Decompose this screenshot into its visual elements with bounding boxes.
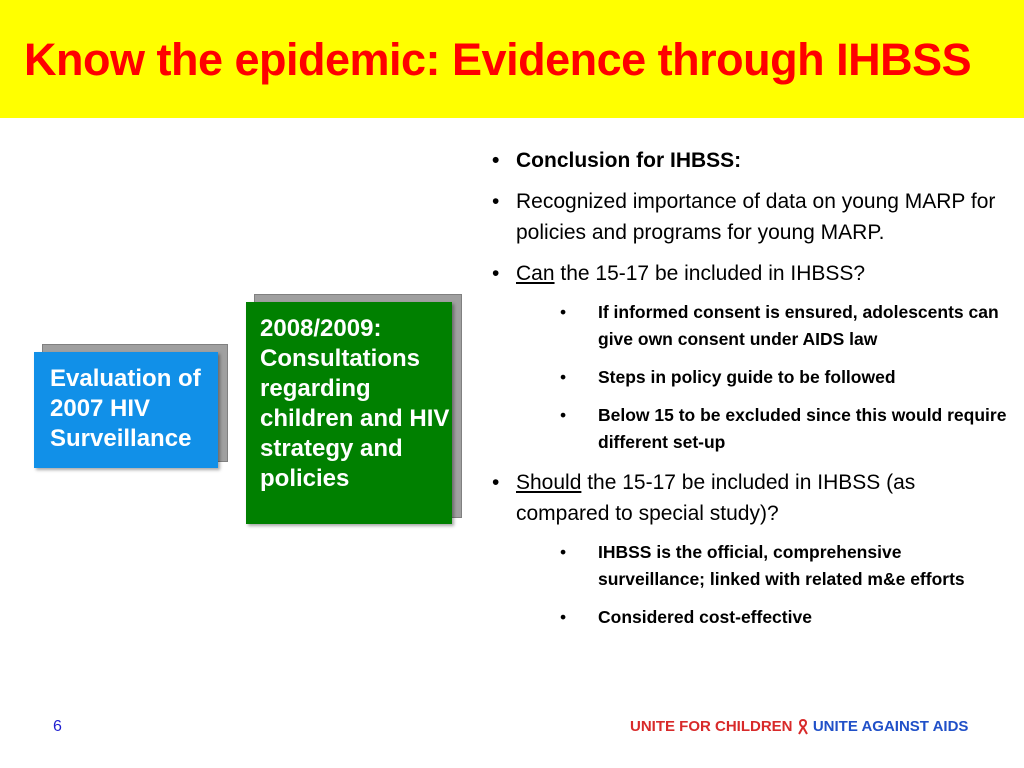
evaluation-box: Evaluation of 2007 HIV Surveillance (34, 352, 218, 468)
bullet-list (488, 145, 1008, 642)
sub-bullet: • Considered cost-effective (560, 604, 1008, 631)
unicef-campaign-logo (630, 718, 968, 735)
bullet-recognized: • Recognized importance of data on young MARP for policies and programs for young MARP. (488, 186, 1008, 248)
bullet-should (488, 467, 1008, 529)
bullet-conclusion: • Conclusion for IHBSS: (488, 145, 1008, 176)
title-band (0, 0, 1024, 118)
page-number: 6 (53, 718, 62, 735)
sub-bullet: • IHBSS is the official, comprehensive surveillance; linked with related m&e efforts (560, 539, 1008, 593)
should-rest: the 15-17 be included in IHBSS (as compared to special study)? (516, 471, 916, 525)
sub-bullet: • Below 15 to be excluded since this would require different set-up (560, 402, 1008, 456)
logo-right-text: UNITE AGAINST AIDS (812, 718, 969, 735)
red-ribbon-icon (797, 719, 809, 735)
logo-left-text: UNITE FOR CHILDREN (630, 718, 793, 735)
sub-bullet: • Steps in policy guide to be followed (560, 364, 1008, 391)
consultations-box: 2008/2009: Consultations regarding children and HIV strategy and policies (246, 302, 452, 524)
can-word: Can (516, 262, 555, 285)
slide-title: Know the epidemic: Evidence through IHBSS (24, 34, 972, 85)
sub-bullet: • If informed consent is ensured, adolescents can give own consent under AIDS law (560, 299, 1008, 353)
can-rest: the 15-17 be included in IHBSS? (554, 262, 866, 285)
should-word: Should (516, 471, 582, 494)
bullet-can (488, 258, 1008, 289)
